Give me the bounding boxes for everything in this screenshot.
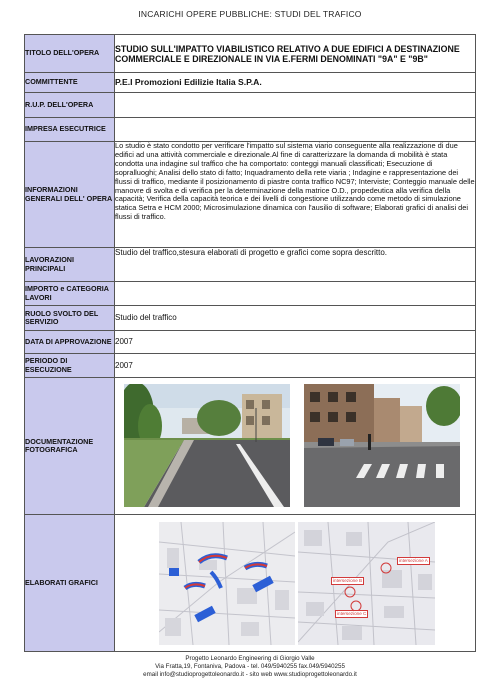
label-rup: R.U.P. DELL'OPERA [25,93,115,118]
label-documentazione: DOCUMENTAZIONE FOTOGRAFICA [25,378,115,515]
row-committente [25,73,476,93]
label-importo: IMPORTO e CATEGORIA LAVORI [25,282,115,306]
street-photo-2 [304,384,460,507]
value-impresa [115,118,476,142]
row-elaborati [25,515,476,652]
row-documentazione [25,378,476,515]
label-informazioni: INFORMAZIONI GENERALI DELL' OPERA [25,142,115,248]
value-committente: P.E.I Promozioni Edilizie Italia S.P.A. [115,73,476,93]
traffic-map-2 [298,522,435,645]
value-periodo: 2007 [115,354,476,378]
footer-company: Progetto Leonardo Engineering di Giorgio Valle [185,655,315,662]
row-lavorazioni [25,248,476,282]
value-titolo: STUDIO SULL'IMPATTO VIABILISTICO RELATIVO A DUE EDIFICI A DESTINAZIONE COMMERCIALE E DIREZIONALE IN VIA E.FERMI DENOMINATI "9A" E "9B" [115,35,476,73]
project-sheet [24,34,476,652]
value-lavorazioni: Studio del traffico,stesura elaborati di progetto e grafici come sopra descritto. [115,248,476,282]
row-importo [25,282,476,306]
photo-gallery [115,379,475,513]
value-informazioni: Lo studio è stato condotto per verificare l'impatto sul sistema viario conseguente alla realizzazione di due edifici ad una attività commerciale e direzionale.Al fine di caratterizzare la domanda di mobilità è stata condotta una indagine sul traffico che ha comportato: conteggi manuali classificati; Esecuzione di sopralluoghi; Analisi dello stato di fatto; Inquadramento della rete viaria ; Indagine e rappresentazione dei flussi di traffico, mediante il posizionamento di piastre conta traffico NC97; Interviste; Conteggio manuale delle manovre di svolta e di verifica per la determinazione della matrice O.D., propedeutica alla verifica della capacità; Verifica della capacità teorica e dei livelli di congestione utilizzando come metodo di simulazione statica Setra e HCM 2000; Microsimulazione dinamica con l'ausilio di software; Elaborati grafici di analisi dei flussi di traffico. [115,142,475,222]
value-data: 2007 [115,331,476,354]
street-photo-1 [124,384,290,507]
label-lavorazioni: LAVORAZIONI PRINCIPALI [25,248,115,282]
footer [0,655,500,680]
traffic-map-1 [159,522,295,645]
label-titolo: TITOLO DELL'OPERA [25,35,115,73]
row-rup [25,93,476,118]
value-importo [115,282,476,306]
map-gallery [115,516,475,650]
label-periodo: PERIODO DI ESECUZIONE [25,354,115,378]
row-ruolo [25,306,476,331]
row-informazioni [25,142,476,248]
map-annotation-c: intersezione C [337,611,367,616]
page-header-title: INCARICHI OPERE PUBBLICHE: STUDI DEL TRAFICO [138,9,362,19]
row-data [25,331,476,354]
label-ruolo: RUOLO SVOLTO DEL SERVIZIO [25,306,115,331]
label-committente: COMMITTENTE [25,73,115,93]
row-impresa [25,118,476,142]
value-ruolo: Studio del traffico [115,306,476,331]
label-elaborati: ELABORATI GRAFICI [25,515,115,652]
map-annotation-b: intersezione B [333,578,363,583]
row-periodo [25,354,476,378]
map-annotation-a: intersezione A [399,558,428,563]
footer-address: Via Fratta,19, Fontaniva, Padova - tel. 049/5940255 fax.049/5940255 [155,663,345,671]
label-impresa: IMPRESA ESECUTRICE [25,118,115,142]
value-rup [115,93,476,118]
footer-contacts: email info@studioprogettoleonardo.it - sito web www.studioprogettoleonardo.it [143,671,357,679]
row-titolo [25,35,476,73]
label-data: DATA DI APPROVAZIONE [25,331,115,354]
